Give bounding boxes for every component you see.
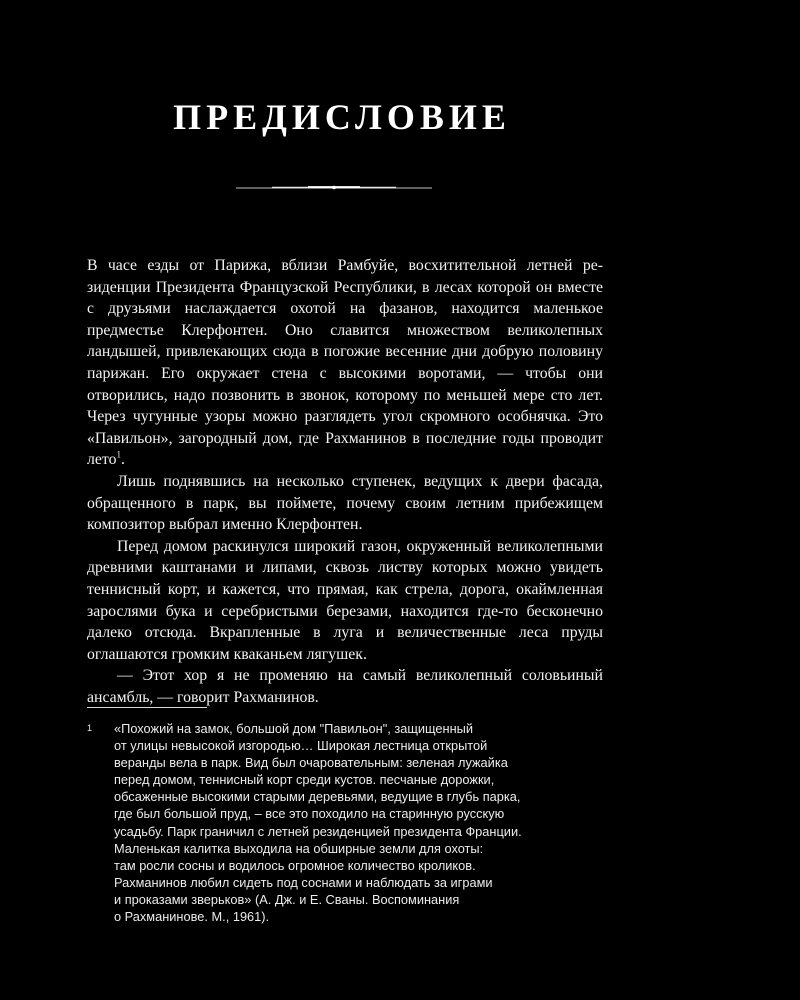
paragraph-1-text: В часе езды от Парижа, вблизи Рамбуйе, восхитительной летней резиденции Президента Французской Республики, в лесах которой он вместе с друзьями наслаждается охотой на фазанов, находится маленькое предместье Клерфонтен. Оно славится множеством великолепных ландышей, привлекающих сюда в погожие весенние дни добрую половину парижан. Его окружает стена с высокими воротами, — чтобы они отворились, надо позвонить в звонок, которому по меньшей мере сто лет. Через чугунные узоры можно разглядеть угол скромного особнячка. Это «Павильон», загородный дом, где Рахманинов в последние годы проводит лето [87,257,603,469]
paragraph-4: — Этот хор я не променяю на самый великолепный соловьиный ансамбль, — говорит Рахманинов. [87,667,603,706]
footnote-divider [87,707,207,708]
footnote-mark: 1 [87,723,93,733]
paragraph-3: Перед домом раскинулся широкий газон, окруженный великолепными древними каштанами и липами, сквозь листву которых можно увидеть теннисный корт, и кажется, что прямая, как стрела, дорога, окаймленная зарослями бука и серебристыми березами, находится где-то бесконечно далеко отсюда. Вкрапленные в луга и величественные леса пруды оглашаются громким кваканьем лягушек. [87,537,603,663]
footnote-text: «Похожий на замок, большой дом "Павильон", защищенный от улицы невысокой изгородью… Широкая лестница открытой веранды вела в парк. Вид был очаровательным: зеленая лужайка перед домом, теннисный корт среди кустов. песчаные дорожки, обсаженные высокими старыми деревьями, ведущие в глубь парка, где был большой пруд, – все это походило на старинную русскую усадьбу. Парк граничил с летней резиденцией президента Франции. Маленькая калитка выходила на обширные земли для охоты: там росли сосны и водилось огромное количество кроликов. Рахманинов любил сидеть под соснами и наблюдать за играми и проказами зверьков» (А. Дж. и Е. Сваны. Воспоминания о Рахманинове. М., 1961). [114,721,522,925]
main-text [87,255,603,708]
paragraph-1 [87,255,603,471]
paragraph-2: Лишь поднявшись на несколько ступенек, ведущих к двери фасада, обращенного в парк, вы поймете, почему своим летним прибежищем композитор выбрал именно Клерфонтен. [87,472,603,534]
footnote-reference: 1 [116,450,121,461]
decorative-line-ornament-icon [236,178,432,198]
footnote [87,720,607,925]
paragraph-1-end: . [121,451,125,469]
page-title: ПРЕДИСЛОВИЕ [173,97,511,137]
